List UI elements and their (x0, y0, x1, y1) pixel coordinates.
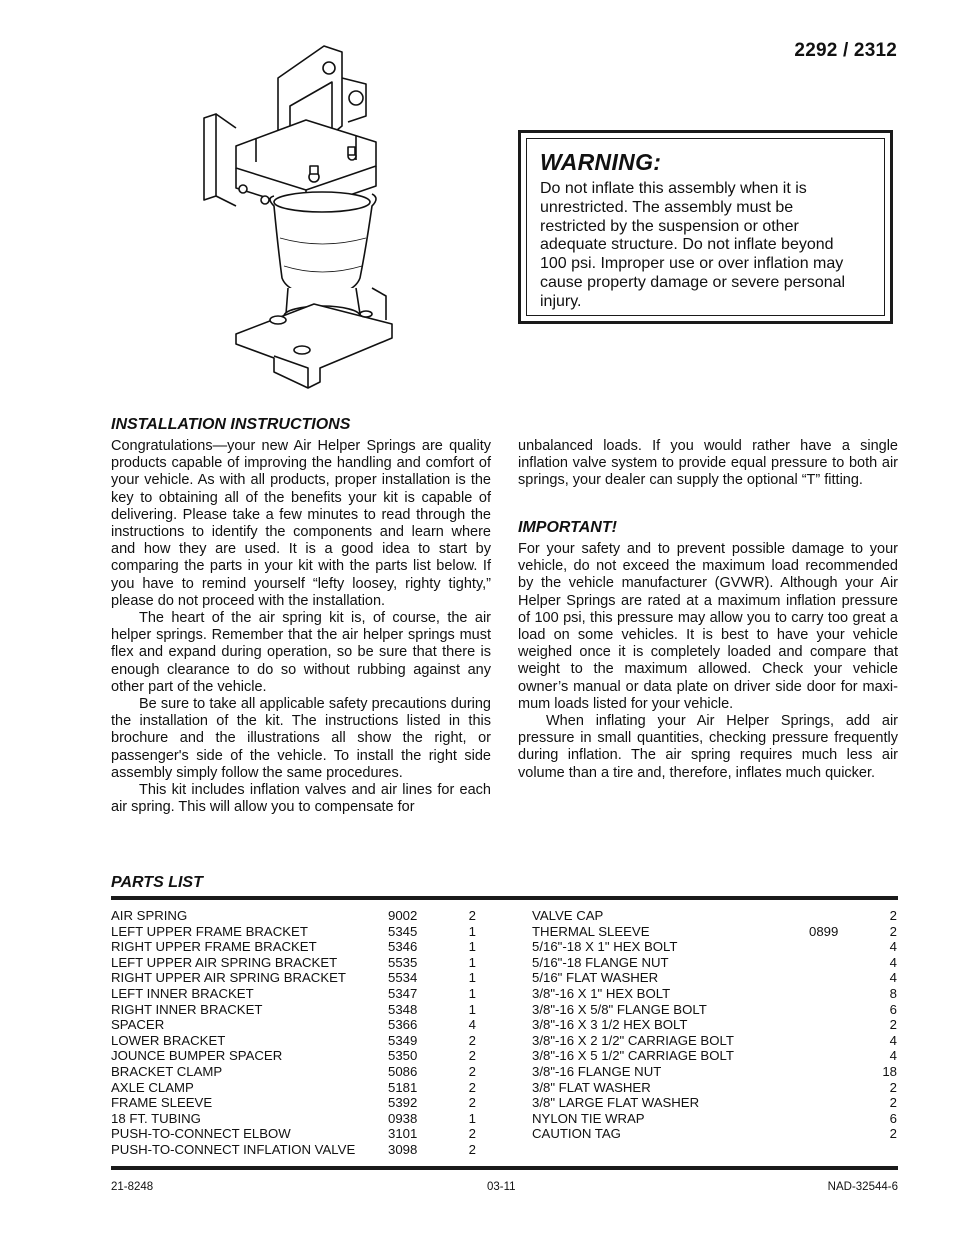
part-number: 5349 (388, 1032, 418, 1048)
warning-title: WARNING: (540, 149, 662, 175)
warning-line: Do not inflate this assembly when it is (540, 180, 807, 197)
installation-continued (518, 438, 898, 490)
part-number: 0899 (809, 923, 839, 939)
part-number: 5534 (388, 970, 418, 986)
part-number: 5181 (388, 1079, 418, 1095)
important-paragraph: When inflating your Air Helper Springs, add air pressure in small quantities, checking pressure frequently during inflation. The air spring requires much less air volume than a tire and, therefore, inflates much quicker. (518, 713, 898, 781)
part-name: 3/8"-16 X 1" HEX BOLT (532, 985, 671, 1001)
parts-row (532, 1002, 898, 1018)
part-quantity: 2 (468, 1048, 476, 1064)
part-quantity: 8 (889, 985, 897, 1001)
warning-line: cause property damage or severe personal (540, 273, 846, 291)
part-quantity: 4 (468, 1017, 476, 1033)
part-quantity: 4 (889, 1048, 897, 1064)
parts-row (532, 1126, 898, 1142)
part-number: 5348 (388, 1001, 418, 1017)
part-name: 5/16"-18 X 1" HEX BOLT (532, 939, 678, 955)
parts-row (111, 1095, 491, 1111)
parts-row (111, 1080, 491, 1096)
part-name: 3/8"-16 X 5 1/2" CARRIAGE BOLT (532, 1048, 734, 1064)
parts-row (532, 1095, 898, 1111)
part-number: 5366 (388, 1017, 418, 1033)
part-number: 5346 (388, 939, 418, 955)
part-name: PUSH-TO-CONNECT ELBOW (111, 1126, 291, 1142)
parts-list-heading: PARTS LIST (111, 874, 203, 891)
installation-paragraph: Be sure to take all applicable safety precautions during the installation of the kit. The instructions listed in this brochure and the illustrations all show the right, or passenger's side of the vehicle. To install the right side assembly simply follow the same procedures. (111, 696, 491, 781)
part-name: JOUNCE BUMPER SPACER (111, 1048, 283, 1064)
parts-row (111, 908, 491, 924)
part-quantity: 2 (889, 1126, 897, 1142)
part-quantity: 18 (882, 1063, 897, 1079)
parts-row (111, 1033, 491, 1049)
part-quantity: 1 (468, 923, 476, 939)
part-name: LEFT UPPER AIR SPRING BRACKET (111, 954, 338, 970)
part-number: 5392 (388, 1095, 418, 1111)
part-name: PUSH-TO-CONNECT INFLATION VALVE (111, 1141, 356, 1157)
part-name: LOWER BRACKET (111, 1032, 226, 1048)
part-quantity: 2 (468, 908, 476, 923)
part-name: LEFT UPPER FRAME BRACKET (111, 923, 308, 939)
parts-list-rule (111, 896, 898, 900)
part-number: 5350 (388, 1048, 418, 1064)
part-quantity: 2 (889, 908, 897, 923)
part-quantity: 2 (468, 1032, 476, 1048)
part-name: AIR SPRING (111, 908, 188, 923)
part-name: LEFT INNER BRACKET (111, 985, 254, 1001)
part-number: 3098 (388, 1141, 418, 1157)
parts-row (532, 1017, 898, 1033)
part-name: 3/8"-16 FLANGE NUT (532, 1063, 662, 1079)
part-quantity: 2 (468, 1063, 476, 1079)
parts-list-left (111, 908, 491, 1158)
parts-row (532, 1080, 898, 1096)
important-text (518, 541, 898, 782)
footer-nad-number: NAD-32544-6 (827, 1181, 898, 1193)
part-quantity: 1 (468, 1001, 476, 1017)
part-name: RIGHT INNER BRACKET (111, 1001, 263, 1017)
installation-paragraph: Congratulations—your new Air Helper Springs are quality products capable of improving the handling and comfort of your vehicle. As with all products, proper installation is the key to obtaining all of the benefits your kit is capable of delivering. Please take a few minutes to read through the instructions to identify the components and learn where and how they are used. It is a good idea to start by comparing the parts in your kit with the parts list below. If you have to remind yourself “lefty loosey, righty tighty,” please do not proceed with the installation. (111, 438, 491, 609)
important-paragraph: For your safety and to prevent possible damage to your vehicle, do not exceed the maximum load recommended by the vehicle manufacturer (GVWR). Although your Air Helper Springs are rated at a maximum inflation pressure of 100 psi, this pressure may allow you to carry too great a load on some vehicles. It is best to have your vehicle weighed once it is completely loaded and compare that weight to the maximum allowed. Check your vehicle owner’s manual or data plate on driver side door for maximum loads listed for your vehicle. (518, 541, 898, 712)
part-quantity: 1 (468, 985, 476, 1001)
part-number: 5086 (388, 1063, 418, 1079)
installation-paragraph: unbalanced loads. If you would rather have a single inflation valve system to provide equal pressure to both air springs, your dealer can supply the optional “T” fitting. (518, 438, 898, 489)
part-quantity: 2 (889, 923, 897, 939)
footer-date: 03-11 (487, 1181, 516, 1193)
important-heading: IMPORTANT! (518, 519, 617, 536)
footer-rule (111, 1166, 898, 1170)
parts-row (111, 970, 491, 986)
parts-row (111, 924, 491, 940)
air-spring-assembly-illustration (196, 38, 396, 398)
part-quantity: 1 (468, 1110, 476, 1126)
parts-row (532, 1064, 898, 1080)
part-quantity: 1 (468, 970, 476, 986)
parts-row (111, 1064, 491, 1080)
part-name: AXLE CLAMP (111, 1079, 194, 1095)
part-name: 5/16" FLAT WASHER (532, 970, 659, 986)
parts-row (111, 986, 491, 1002)
part-quantity: 2 (889, 1095, 897, 1111)
part-quantity: 2 (468, 1141, 476, 1157)
parts-row (532, 939, 898, 955)
part-quantity: 1 (468, 939, 476, 955)
part-quantity: 2 (889, 1017, 897, 1033)
part-quantity: 2 (468, 1079, 476, 1095)
parts-row (532, 908, 898, 924)
parts-row (111, 1002, 491, 1018)
installation-paragraph: This kit includes inflation valves and air lines for each air spring. This will allow you to compensate for (111, 782, 491, 816)
part-quantity: 4 (889, 970, 897, 986)
part-name: BRACKET CLAMP (111, 1063, 223, 1079)
part-name: RIGHT UPPER FRAME BRACKET (111, 939, 317, 955)
part-name: SPACER (111, 1017, 165, 1033)
part-number: 5347 (388, 985, 418, 1001)
part-quantity: 1 (468, 954, 476, 970)
part-quantity: 4 (889, 1032, 897, 1048)
model-number: 2292 / 2312 (794, 40, 897, 61)
installation-paragraph: The heart of the air spring kit is, of course, the air helper springs. Remember that the air helper springs must flex and expand during operation, so be sure that there is enough clearance to do so without rubbing against any other part of the vehicle. (111, 610, 491, 695)
warning-line: adequate structure. Do not inflate beyond (540, 236, 834, 254)
part-number: 5535 (388, 954, 418, 970)
parts-row (532, 924, 898, 940)
part-name: 3/8"-16 X 3 1/2 HEX BOLT (532, 1017, 688, 1033)
part-name: 5/16"-18 FLANGE NUT (532, 954, 669, 970)
parts-row (532, 1111, 898, 1127)
warning-line: unrestricted. The assembly must be (540, 198, 794, 216)
parts-row (532, 1033, 898, 1049)
part-name: RIGHT UPPER AIR SPRING BRACKET (111, 970, 346, 986)
part-name: NYLON TIE WRAP (532, 1110, 645, 1126)
parts-list-right (532, 908, 898, 1142)
part-quantity: 4 (889, 954, 897, 970)
installation-heading: INSTALLATION INSTRUCTIONS (111, 416, 351, 433)
parts-row (532, 986, 898, 1002)
part-quantity: 2 (468, 1126, 476, 1142)
parts-row (111, 939, 491, 955)
part-name: VALVE CAP (532, 908, 604, 923)
installation-text (111, 438, 491, 816)
part-number: 5345 (388, 923, 418, 939)
footer-doc-number: 21-8248 (111, 1181, 154, 1193)
parts-row (532, 1048, 898, 1064)
part-name: 3/8"-16 X 2 1/2" CARRIAGE BOLT (532, 1032, 734, 1048)
warning-text (540, 180, 872, 312)
warning-line: injury. (540, 292, 582, 310)
part-name: 18 FT. TUBING (111, 1110, 201, 1126)
parts-row (111, 1048, 491, 1064)
warning-line: restricted by the suspension or other (540, 217, 799, 235)
parts-row (532, 970, 898, 986)
part-name: 3/8"-16 X 5/8" FLANGE BOLT (532, 1001, 707, 1017)
part-name: THERMAL SLEEVE (532, 923, 650, 939)
parts-row (111, 1126, 491, 1142)
warning-line: 100 psi. Improper use or over inflation may (540, 255, 844, 273)
part-name: 3/8" LARGE FLAT WASHER (532, 1095, 700, 1111)
warning-box (518, 130, 893, 324)
part-name: 3/8" FLAT WASHER (532, 1079, 651, 1095)
part-number: 3101 (388, 1126, 418, 1142)
parts-row (111, 1142, 491, 1158)
part-name: CAUTION TAG (532, 1126, 621, 1142)
part-quantity: 6 (889, 1001, 897, 1017)
part-number: 9002 (388, 908, 418, 923)
parts-row (532, 955, 898, 971)
part-number: 0938 (388, 1110, 418, 1126)
part-quantity: 4 (889, 939, 897, 955)
part-quantity: 6 (889, 1110, 897, 1126)
part-quantity: 2 (468, 1095, 476, 1111)
part-name: FRAME SLEEVE (111, 1095, 213, 1111)
part-quantity: 2 (889, 1079, 897, 1095)
parts-row (111, 1111, 491, 1127)
parts-row (111, 1017, 491, 1033)
parts-row (111, 955, 491, 971)
